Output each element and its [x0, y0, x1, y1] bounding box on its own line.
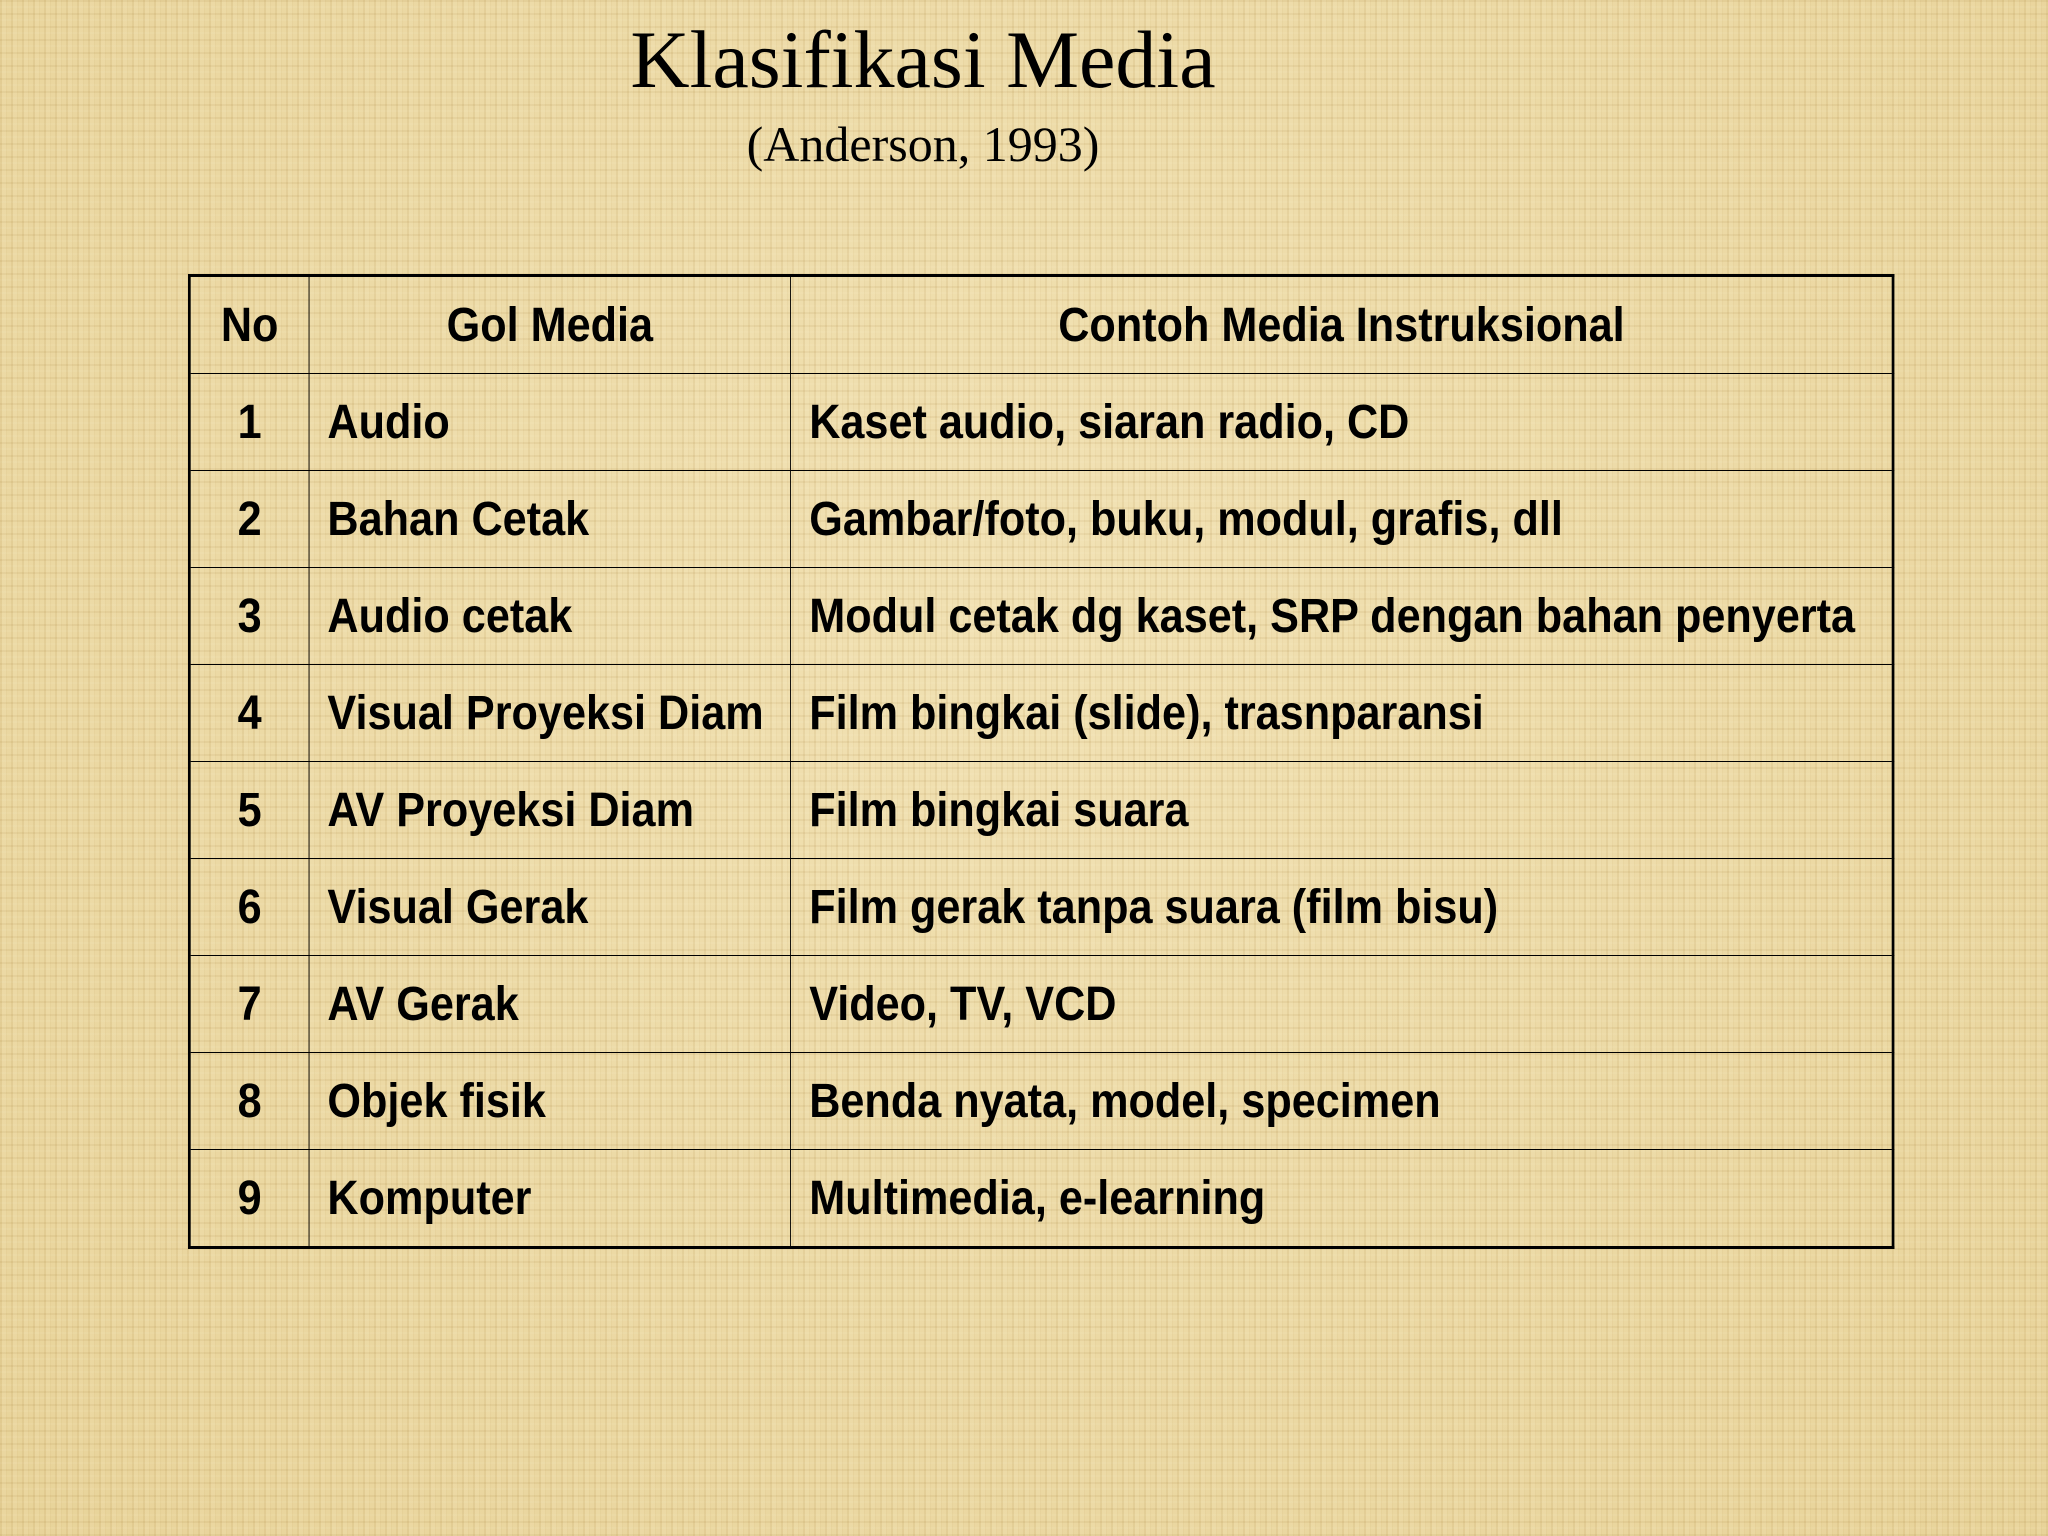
row-no: 2	[189, 471, 309, 568]
row-no: 6	[189, 859, 309, 956]
row-gol-media: AV Gerak	[309, 956, 791, 1053]
row-no: 7	[189, 956, 309, 1053]
row-no: 4	[189, 665, 309, 762]
table-row	[189, 859, 1893, 956]
media-classification-table	[188, 274, 1894, 1249]
header-contoh-media: Contoh Media Instruksional	[791, 276, 1893, 374]
table-row	[189, 762, 1893, 859]
row-gol-media: Bahan Cetak	[309, 471, 791, 568]
slide-title: Klasifikasi Media	[630, 14, 1216, 105]
row-no: 8	[189, 1053, 309, 1150]
row-contoh-media: Kaset audio, siaran radio, CD	[791, 374, 1893, 471]
row-no: 9	[189, 1150, 309, 1248]
row-no: 1	[189, 374, 309, 471]
row-contoh-media: Benda nyata, model, specimen	[791, 1053, 1893, 1150]
row-contoh-media: Film bingkai suara	[791, 762, 1893, 859]
row-gol-media: Visual Gerak	[309, 859, 791, 956]
row-gol-media: Komputer	[309, 1150, 791, 1248]
table-row	[189, 471, 1893, 568]
row-contoh-media: Film bingkai (slide), trasnparansi	[791, 665, 1893, 762]
header-no: No	[189, 276, 309, 374]
table-row	[189, 1053, 1893, 1150]
table-row	[189, 665, 1893, 762]
row-contoh-media: Modul cetak dg kaset, SRP dengan bahan penyerta	[791, 568, 1893, 665]
row-contoh-media: Multimedia, e-learning	[791, 1150, 1893, 1248]
row-contoh-media: Video, TV, VCD	[791, 956, 1893, 1053]
slide-subtitle: (Anderson, 1993)	[746, 116, 1100, 172]
row-gol-media: Audio cetak	[309, 568, 791, 665]
row-contoh-media: Gambar/foto, buku, modul, grafis, dll	[791, 471, 1893, 568]
row-gol-media: Audio	[309, 374, 791, 471]
row-no: 3	[189, 568, 309, 665]
table-header-row	[189, 276, 1893, 374]
table-row	[189, 956, 1893, 1053]
row-no: 5	[189, 762, 309, 859]
header-gol-media: Gol Media	[309, 276, 791, 374]
table-row	[189, 374, 1893, 471]
row-gol-media: AV Proyeksi Diam	[309, 762, 791, 859]
row-gol-media: Objek fisik	[309, 1053, 791, 1150]
table-row	[189, 568, 1893, 665]
row-contoh-media: Film gerak tanpa suara (film bisu)	[791, 859, 1893, 956]
table-row	[189, 1150, 1893, 1248]
row-gol-media: Visual Proyeksi Diam	[309, 665, 791, 762]
